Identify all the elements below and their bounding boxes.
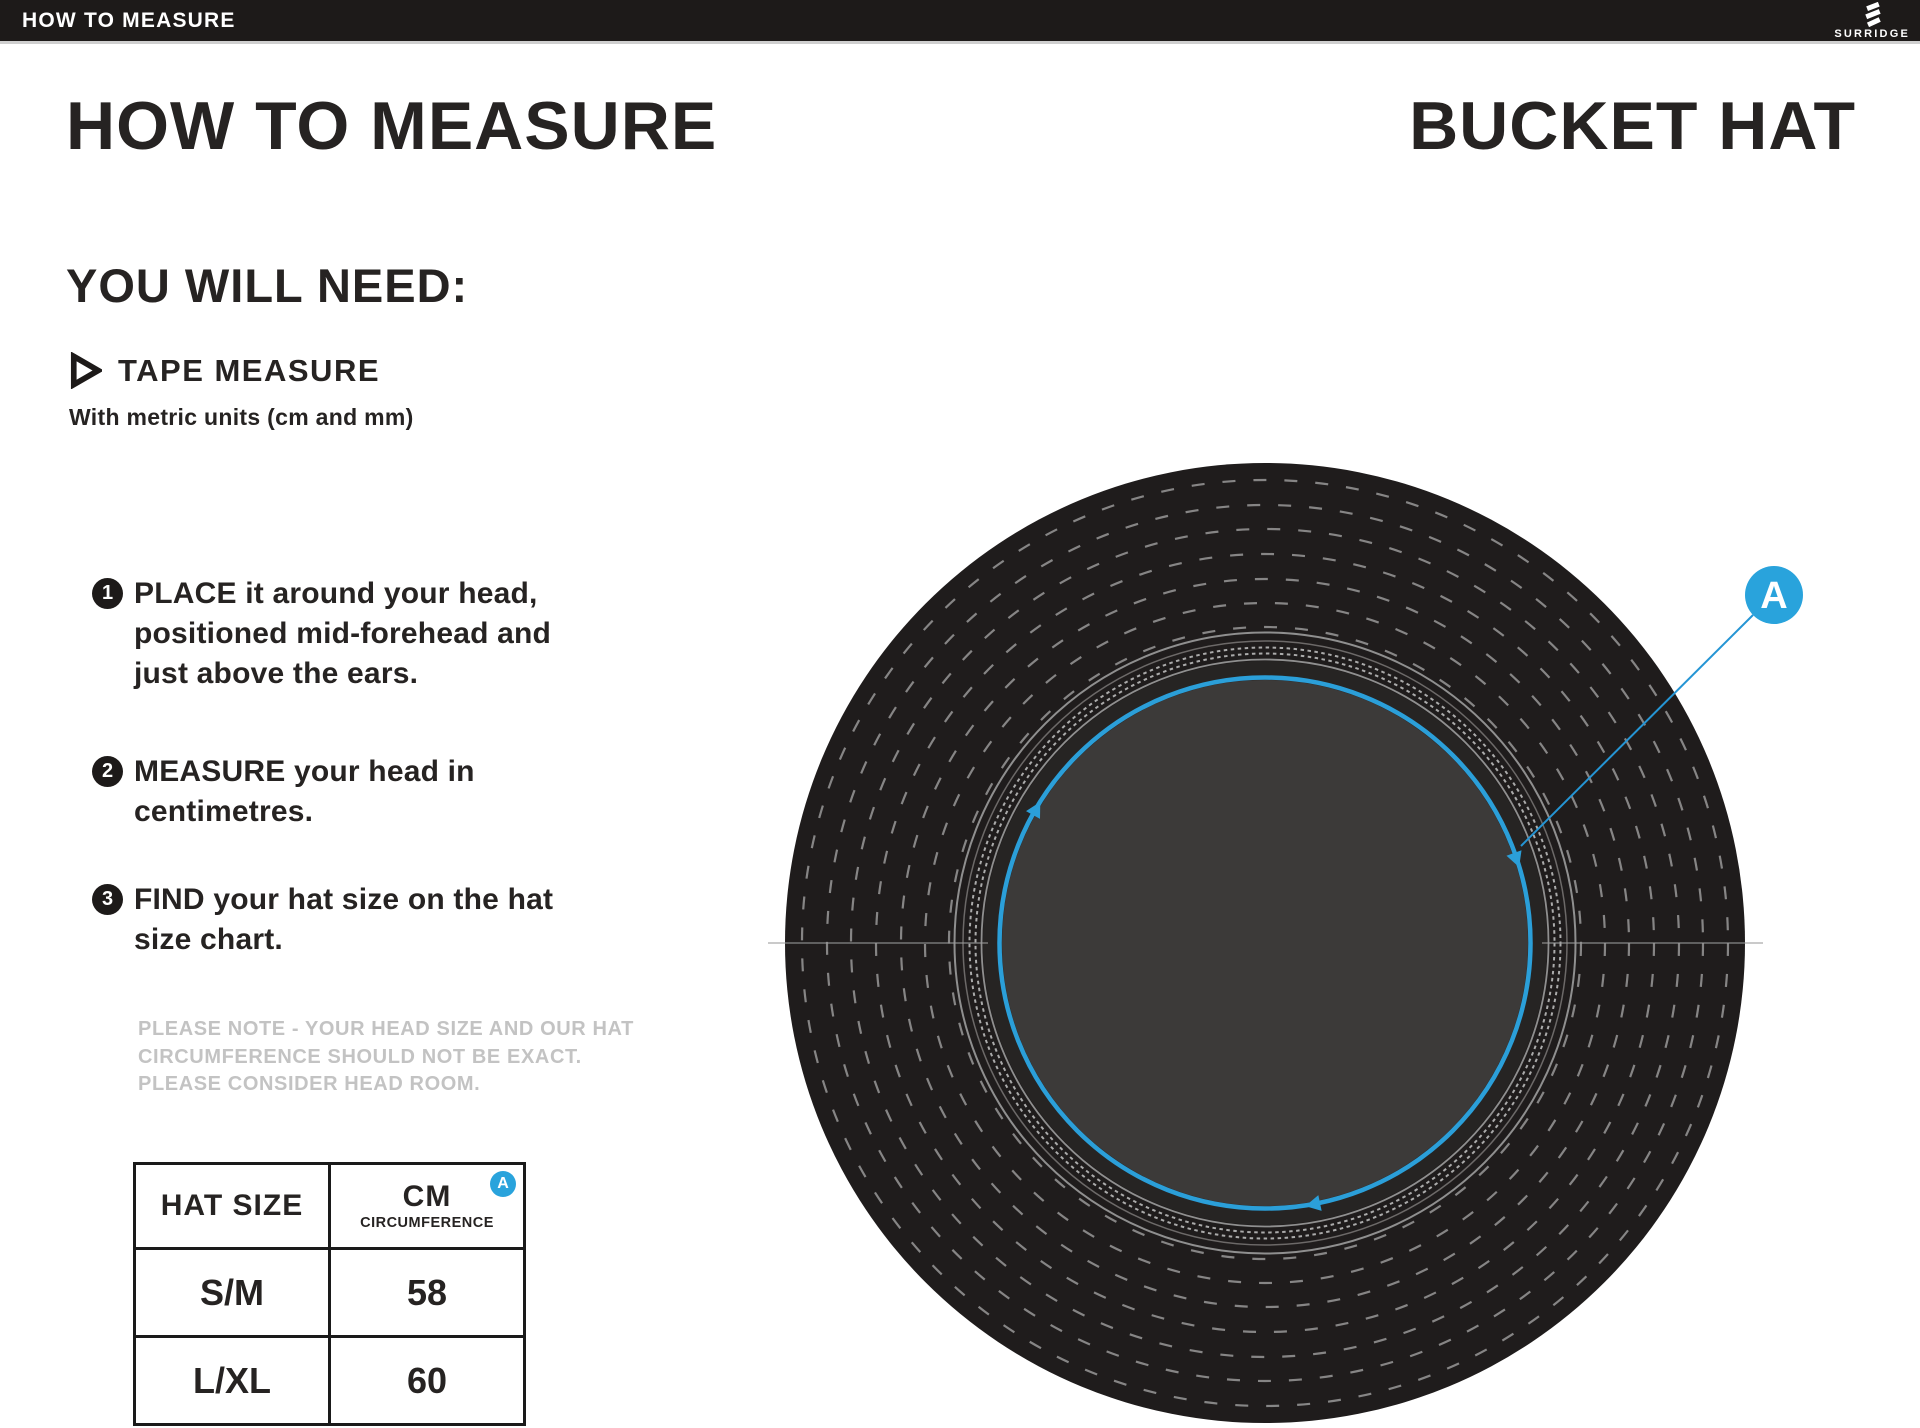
step-text [134,880,553,960]
you-will-need-heading: YOU WILL NEED: [66,259,469,312]
cm-label: CM [402,1179,452,1213]
triangle-bullet-icon [70,352,102,389]
page-title: HOW TO MEASURE [66,88,718,164]
table-row [135,1337,525,1425]
surridge-logo [1834,2,1910,40]
brand-name: SURRIDGE [1834,28,1910,40]
step-line: positioned mid-forehead and [134,617,552,650]
step-3 [92,880,553,960]
size-cell: S/M [135,1249,330,1337]
step-line: just above the ears. [134,657,419,690]
note-line: PLEASE NOTE - YOUR HEAD SIZE AND OUR HAT [138,1018,634,1040]
surridge-s-icon [1859,2,1886,28]
table-row [135,1249,525,1337]
step-number-badge: 1 [92,578,123,609]
step-1 [92,574,551,694]
label-a-text: A [1760,575,1788,617]
step-text [134,752,475,832]
col-header-hat-size: HAT SIZE [135,1164,330,1249]
circumference-label: CIRCUMFERENCE [360,1214,494,1231]
hat-size-table [133,1162,526,1426]
step-text [134,574,551,694]
tape-measure-label: TAPE MEASURE [118,352,381,388]
note-line: CIRCUMFERENCE SHOULD NOT BE EXACT. [138,1045,582,1068]
top-bar-title: HOW TO MEASURE [22,8,236,32]
step-line: centimetres. [134,795,314,828]
step-number-badge: 3 [92,884,123,915]
table-a-badge: A [490,1171,516,1197]
please-note-text [138,1016,634,1099]
top-bar [0,0,1920,44]
cm-cell: 58 [330,1249,525,1337]
tape-measure-item [70,352,380,389]
cm-cell: 60 [330,1337,525,1425]
step-line: MEASURE your head in [134,755,475,788]
product-title: BUCKET HAT [1409,88,1856,164]
step-line: size chart. [134,923,283,956]
note-line: PLEASE CONSIDER HEAD ROOM. [138,1073,481,1095]
tape-measure-note: With metric units (cm and mm) [69,404,414,430]
hat-crown [1002,680,1528,1206]
step-number-badge: 2 [92,756,123,787]
size-cell: L/XL [135,1337,330,1425]
step-2 [92,752,475,832]
col-header-cm [330,1164,525,1249]
step-line: FIND your hat size on the hat [134,883,554,916]
table-header-row [135,1164,525,1249]
step-line: PLACE it around your head, [134,577,538,610]
